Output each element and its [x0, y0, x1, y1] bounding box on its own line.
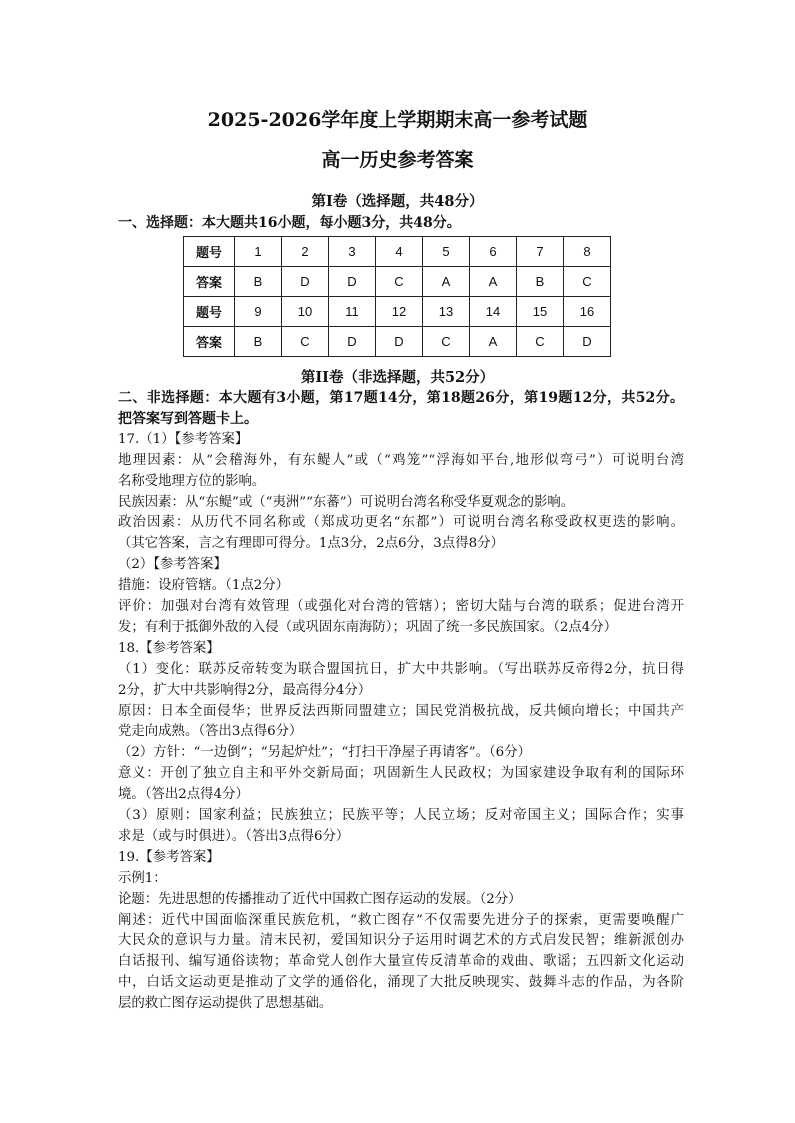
table-row [184, 267, 611, 297]
text-line: 层的救亡图存运动提供了思想基础。 [118, 996, 333, 1012]
table-cell: 5 [423, 237, 470, 267]
part1-heading: 第Ⅰ卷（选择题，共48分） [311, 193, 484, 210]
text-line: 政治因素：从历代不同名称或（郑成功更名“东都”）可说明台湾名称受政权更迭的影响。 [118, 515, 684, 531]
text-line: 名称受地理方位的影响。 [118, 473, 266, 489]
table-cell: 12 [376, 297, 423, 327]
table-cell: D [282, 267, 329, 297]
table-cell: 2 [282, 237, 329, 267]
table-cell: C [423, 327, 470, 357]
text-line: 把答案写到答题卡上。 [118, 410, 258, 427]
table-cell: C [517, 327, 564, 357]
document-subtitle: 高一历史参考答案 [321, 149, 474, 171]
table-cell: 16 [564, 297, 611, 327]
table-cell: 8 [564, 237, 611, 267]
table-cell: 10 [282, 297, 329, 327]
text-line: （2）【参考答案】 [118, 557, 227, 573]
text-line: 原因：日本全面侵华；世界反法西斯同盟建立；国民党消极抗战，反共倾向增长；中国共产 [118, 703, 684, 719]
table-cell: A [423, 267, 470, 297]
table-cell: B [517, 267, 564, 297]
table-row [184, 327, 611, 357]
text-line: 阐述：近代中国面临深重民族危机，“救亡图存”不仅需要先进分子的探索，更需要唤醒广 [118, 912, 684, 928]
text-line: （其它答案，言之有理即可得分。1点3分，2点6分，3点得8分） [118, 536, 504, 552]
table-cell: 6 [470, 237, 517, 267]
text-line: 求是（或与时俱进）。（答出3点得6分） [118, 828, 350, 844]
table-cell: B [235, 327, 282, 357]
table-row [184, 237, 611, 267]
text-line: （2）方针：“一边倒”；“另起炉灶”；“打扫干净屋子再请客”。（6分） [118, 745, 531, 761]
text-line: 2分，扩大中共影响得2分，最高得分4分） [118, 682, 372, 698]
table-cell: 14 [470, 297, 517, 327]
text-line: 17.（1）【参考答案】 [118, 431, 249, 447]
answer-body [118, 388, 684, 1015]
text-line: 中，白话文运动更是推动了文学的通俗化，涌现了大批反映现实、鼓舞斗志的作品，为各阶 [118, 975, 684, 991]
table-cell: B [235, 267, 282, 297]
row-header: 答案 [184, 327, 235, 357]
text-line: 二、非选择题：本大题有3小题，第17题14分，第18题26分，第19题12分，共52分。 [118, 390, 684, 406]
text-line: 18.【参考答案】 [118, 640, 220, 656]
table-cell: 15 [517, 297, 564, 327]
table-cell: 9 [235, 297, 282, 327]
text-line: （1）变化：联苏反帝转变为联合盟国抗日，扩大中共影响。（写出联苏反帝得2分，抗日得 [118, 661, 684, 677]
text-line: 白话报刊、编写通俗读物；革命党人创作大量宣传反清革命的戏曲、歌谣；五四新文化运动 [118, 954, 684, 970]
text-line: 境。（答出2点得4分） [118, 787, 249, 803]
text-line: 大民众的意识与力量。清末民初，爱国知识分子运用时调艺术的方式启发民智；维新派创办 [118, 933, 684, 949]
text-line: 民族因素：从“东鳀”或（“夷洲”“东蕃”）可说明台湾名称受华夏观念的影响。 [118, 494, 575, 510]
text-line: 意义：开创了独立自主和平外交新局面；巩固新生人民政权；为国家建设争取有利的国际环 [118, 766, 684, 782]
row-header: 题号 [184, 237, 235, 267]
text-line: 示例1： [118, 870, 167, 886]
document-title: 2025-2026学年度上学期期末高一参考试题 [207, 109, 588, 131]
text-line: 评价：加强对台湾有效管理（或强化对台湾的管辖）；密切大陆与台湾的联系；促进台湾开 [118, 599, 684, 615]
table-cell: D [376, 327, 423, 357]
table-row [184, 297, 611, 327]
table-cell: A [470, 267, 517, 297]
section1-heading: 一、选择题：本大题共16小题，每小题3分，共48分。 [118, 215, 461, 231]
table-cell: 3 [329, 237, 376, 267]
text-line: 论题：先进思想的传播推动了近代中国救亡图存运动的发展。（2分） [118, 891, 522, 907]
table-cell: C [564, 267, 611, 297]
table-cell: 4 [376, 237, 423, 267]
text-line: （3）原则：国家利益；民族独立；民族平等；人民立场；反对帝国主义；国际合作；实事 [118, 808, 684, 824]
part2-heading: 第II卷（非选择题，共52分） [300, 369, 495, 386]
table-cell: D [329, 267, 376, 297]
row-header: 答案 [184, 267, 235, 297]
table-cell: A [470, 327, 517, 357]
text-line: 党走向成熟。（答出3点得6分） [118, 724, 303, 740]
table-cell: C [376, 267, 423, 297]
text-line: 地理因素：从“会稽海外，有东鳀人”或（“鸡笼”“浮海如平台,地形似弯弓”）可说明台湾 [118, 452, 684, 468]
text-line: 措施：设府管辖。（1点2分） [118, 578, 290, 594]
table-cell: D [564, 327, 611, 357]
table-cell: D [329, 327, 376, 357]
table-cell: 13 [423, 297, 470, 327]
table-cell: C [282, 327, 329, 357]
table-cell: 11 [329, 297, 376, 327]
table-cell: 1 [235, 237, 282, 267]
row-header: 题号 [184, 297, 235, 327]
text-line: 发；有利于抵御外敌的入侵（或巩固东南海防）；巩固了统一多民族国家。（2点4分） [118, 619, 618, 635]
answer-table [183, 236, 611, 357]
table-cell: 7 [517, 237, 564, 267]
text-line: 19.【参考答案】 [118, 849, 220, 865]
